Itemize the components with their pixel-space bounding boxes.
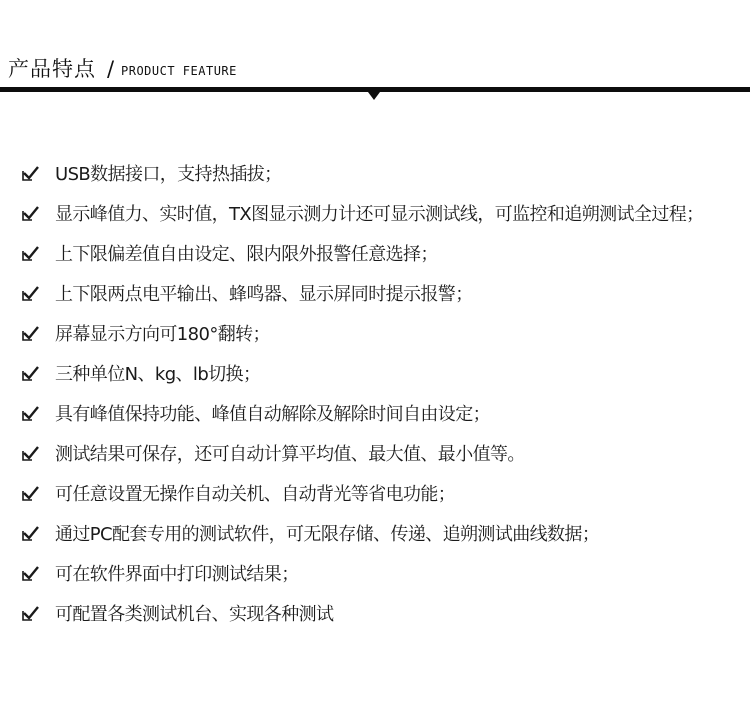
checkmark-icon xyxy=(22,564,40,582)
feature-text: 三种单位N、kg、lb切换； xyxy=(55,364,261,385)
checkmark-icon xyxy=(22,444,40,462)
checkmark-icon xyxy=(22,604,40,622)
list-item xyxy=(0,355,750,395)
feature-text: 可任意设置无操作自动关机、自动背光等省电功能； xyxy=(55,484,456,505)
section-subtitle: PRODUCT FEATURE xyxy=(121,64,237,78)
list-item xyxy=(0,555,750,595)
checkmark-icon xyxy=(22,244,40,262)
title-separator: / xyxy=(107,57,115,81)
feature-text: 测试结果可保存，还可自动计算平均值、最大值、最小值等。 xyxy=(55,444,525,465)
checkmark-icon xyxy=(22,284,40,302)
checkmark-icon xyxy=(22,204,40,222)
feature-text: 上下限偏差值自由设定、限内限外报警任意选择； xyxy=(55,244,438,265)
section-title: 产品特点 xyxy=(8,57,96,81)
list-item xyxy=(0,195,750,235)
feature-text: 可在软件界面中打印测试结果； xyxy=(55,564,299,585)
list-item xyxy=(0,515,750,555)
feature-list xyxy=(0,155,750,635)
list-item xyxy=(0,475,750,515)
checkmark-icon xyxy=(22,524,40,542)
list-item xyxy=(0,595,750,635)
checkmark-icon xyxy=(22,164,40,182)
feature-text: 上下限两点电平输出、蜂鸣器、显示屏同时提示报警； xyxy=(55,284,473,305)
list-item xyxy=(0,315,750,355)
feature-text: 通过PC配套专用的测试软件，可无限存储、传递、追朔测试曲线数据； xyxy=(55,524,600,545)
feature-text: 屏幕显示方向可180°翻转； xyxy=(55,324,270,345)
checkmark-icon xyxy=(22,324,40,342)
checkmark-icon xyxy=(22,364,40,382)
section-header xyxy=(0,0,750,104)
list-item xyxy=(0,235,750,275)
list-item xyxy=(0,435,750,475)
checkmark-icon xyxy=(22,484,40,502)
feature-text: 具有峰值保持功能、峰值自动解除及解除时间自由设定； xyxy=(55,404,490,425)
list-item xyxy=(0,155,750,195)
list-item xyxy=(0,275,750,315)
list-item xyxy=(0,395,750,435)
checkmark-icon xyxy=(22,404,40,422)
feature-text: 显示峰值力、实时值，TX图显示测力计还可显示测试线，可监控和追朔测试全过程； xyxy=(55,204,704,225)
feature-text: 可配置各类测试机台、实现各种测试 xyxy=(55,604,334,625)
down-arrow-icon xyxy=(368,92,380,100)
feature-text: USB数据接口，支持热插拔； xyxy=(55,164,282,185)
